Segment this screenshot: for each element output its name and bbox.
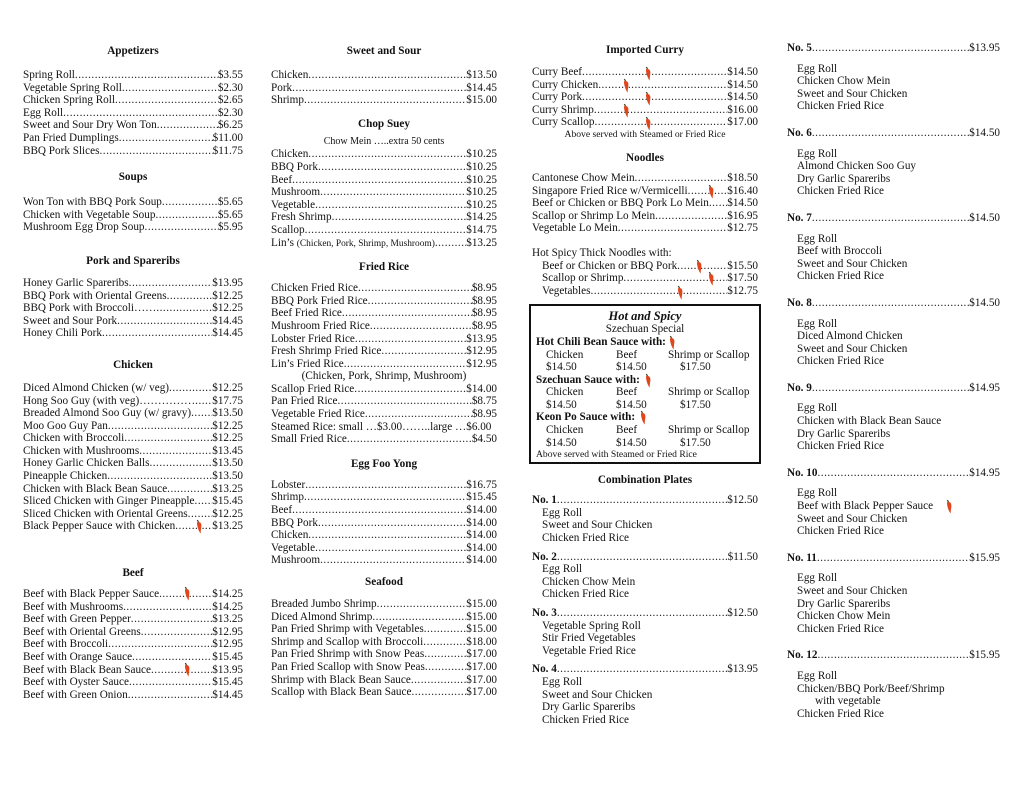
pork-list: [23, 277, 243, 340]
chili-pepper-icon: [644, 116, 652, 131]
menu-item: Lin’s (Chicken, Pork, Shrimp, Mushroom) ..... $13.25: [271, 237, 497, 250]
menu-item: Beef with Orange Sauce ..... $15.45: [23, 651, 243, 664]
chili-pepper-icon: [622, 78, 630, 93]
pork-heading: Pork and Spareribs: [86, 254, 180, 267]
menu-item: BBQ Pork Slices ..... $11.75: [23, 145, 243, 158]
appetizers-list: [23, 69, 243, 157]
menu-item: Beef with Oriental Greens ..... $12.95: [23, 626, 243, 639]
menu-item: Sliced Chicken with Ginger Pineapple ..... $15.45: [23, 495, 243, 508]
curry-list: [532, 66, 758, 129]
chop-suey-heading: Chop Suey: [358, 117, 410, 130]
steamed-rice: Steamed Rice: small …$3.00……..large …$6.00: [271, 420, 492, 433]
soups-list: [23, 196, 243, 234]
menu-item: Chicken with Black Bean Sauce ..... $13.25: [23, 483, 243, 496]
menu-item: Small Fried Rice ..... $4.50: [271, 433, 497, 446]
menu-item: Fresh Shrimp ..... $14.25: [271, 211, 497, 224]
fried-rice-list: [271, 282, 497, 446]
menu-item: Mushroom ..... $10.25: [271, 186, 497, 199]
menu-item: Pan Fried Dumplings ..... $11.00: [23, 132, 243, 145]
combo-plate-6: No. 6 ..... $14.50 Egg Roll Almond Chicken Soo Guy Dry Garlic Spareribs Chicken Fried Rice: [787, 127, 1000, 198]
menu-item: Pork ..... $14.45: [271, 82, 497, 95]
chicken-heading: Chicken: [113, 358, 153, 371]
menu-item: Vegetable Lo Mein ..... $12.75: [532, 222, 758, 235]
menu-item: Curry Shrimp ..... $16.00: [532, 104, 758, 117]
soups-heading: Soups: [118, 171, 148, 184]
menu-item: Beef with Mushrooms ..... $14.25: [23, 601, 243, 614]
menu-item: Shrimp with Black Bean Sauce ..... $17.00: [271, 674, 497, 687]
fried-rice-heading: Fried Rice: [358, 261, 409, 274]
menu-item: Sliced Chicken with Oriental Greens ..... $12.25: [23, 508, 243, 521]
hot-spicy-group: Szechuan Sauce with: Chicken Beef Shrimp or Scallop $14.50 $14.50 $17.50: [536, 374, 754, 412]
combo-plate-1: No. 1 ..... $12.50 Egg Roll Sweet and Sour Chicken Chicken Fried Rice: [532, 494, 758, 544]
combo-plate-12: No. 12 ..... $15.95 Egg Roll Chicken/BBQ Pork/Beef/Shrimp with vegetable Chicken Fried Rice: [787, 649, 1000, 720]
menu-item: Mushroom ..... $14.00: [271, 554, 497, 567]
menu-item: Beef or Chicken or BBQ Pork ..... $15.50: [532, 260, 758, 273]
appetizers-heading: Appetizers: [107, 45, 159, 57]
menu-item: Vegetables ..... $12.75: [532, 285, 758, 298]
menu-item: BBQ Pork Fried Rice ..... $8.95: [271, 295, 497, 308]
seafood-list: [271, 598, 497, 699]
menu-item: Beef with Black Pepper Sauce ..... $14.25: [23, 588, 243, 601]
chop-suey-list: [271, 148, 497, 249]
menu-item: Chicken ..... $13.50: [271, 69, 497, 82]
menu-item: Lin’s Fried Rice ..... $12.95: [271, 358, 497, 371]
chili-pepper-icon: [644, 66, 652, 81]
hot-spicy-group-name: Szechuan Sauce with:: [536, 373, 640, 386]
combo-plate-4: No. 4 ..... $13.95 Egg Roll Sweet and Sour Chicken Dry Garlic Spareribs Chicken Fried Rice: [532, 663, 758, 726]
menu-item: Curry Pork ..... $14.50: [532, 91, 758, 104]
chili-pepper-icon: [622, 103, 630, 118]
menu-item: Hong Soo Guy (with veg)…………… ..... $17.75: [23, 395, 243, 408]
menu-item: Pan Fried Rice ..... $8.75: [271, 395, 497, 408]
menu-item: Scallop or Shrimp Lo Mein ..... $16.95: [532, 210, 758, 223]
hot-spicy-group-name: Hot Chili Bean Sauce with:: [536, 335, 666, 348]
menu-item: Scallop with Black Bean Sauce ..... $17.00: [271, 686, 497, 699]
chicken-list: [23, 382, 243, 533]
menu-item: Diced Almond Shrimp ..... $15.00: [271, 611, 497, 624]
menu-column-4: [787, 42, 1000, 720]
menu-item: Fresh Shrimp Fried Rice ..... $12.95: [271, 345, 497, 358]
hot-and-spicy-box: [529, 304, 761, 464]
menu-item: Shrimp and Scallop with Broccoli ..... $18.00: [271, 636, 497, 649]
menu-item: Vegetable ..... $14.00: [271, 542, 497, 555]
menu-column-2: [271, 42, 497, 699]
egg-foo-yong-heading: Egg Foo Yong: [350, 457, 418, 470]
menu-item: Shrimp ..... $15.45: [271, 491, 497, 504]
menu-item: Mushroom Fried Rice ..... $8.95: [271, 320, 497, 333]
menu-item: Breaded Jumbo Shrimp ..... $15.00: [271, 598, 497, 611]
chili-pepper-icon: [639, 410, 647, 425]
menu-item: Beef or Chicken or BBQ Pork Lo Mein ..... $14.50: [532, 197, 758, 210]
menu-item: Beef with Oyster Sauce ..... $15.45: [23, 676, 243, 689]
chili-pepper-icon: [183, 586, 191, 601]
combo-plate-10: No. 10 ..... $14.95 Egg Roll Beef with Black Pepper Sauce Sweet and Sour Chicken Chicken Fried Rice: [787, 467, 1000, 538]
menu-item: Black Pepper Sauce with Chicken ..... $13.25: [23, 520, 243, 533]
menu-item: Spring Roll ..... $3.55: [23, 69, 243, 82]
menu-item: Moo Goo Guy Pan ..... $12.25: [23, 420, 243, 433]
menu-item: Mushroom Egg Drop Soup ..... $5.95: [23, 221, 243, 234]
menu-item: Beef with Green Onion ..... $14.45: [23, 689, 243, 702]
egg-foo-yong-list: [271, 479, 497, 567]
menu-item: Won Ton with BBQ Pork Soup ..... $5.65: [23, 196, 243, 209]
menu-item: BBQ Pork with Broccoli…… ..... $12.25: [23, 302, 243, 315]
menu-item: Chicken with Broccoli ..... $12.25: [23, 432, 243, 445]
noodles-list: [532, 172, 758, 297]
menu-item: Scallop Fried Rice ..... $14.00: [271, 383, 497, 396]
menu-item: Beef with Broccoli ..... $12.95: [23, 638, 243, 651]
combo-plate-3: No. 3 ..... $12.50 Vegetable Spring Roll Stir Fried Vegetables Vegetable Fried Rice: [532, 607, 758, 657]
menu-column-1: [23, 42, 243, 701]
menu-item: Egg Roll ..... $2.30: [23, 107, 243, 120]
menu-item: Beef ..... $14.00: [271, 504, 497, 517]
menu-item: Cantonese Chow Mein ..... $18.50: [532, 172, 758, 185]
menu-item: Vegetable ..... $10.25: [271, 199, 497, 212]
combo-plate-5: No. 5 ..... $13.95 Egg Roll Chicken Chow Mein Sweet and Sour Chicken Chicken Fried Rice: [787, 42, 1000, 113]
menu-item: Curry Scallop ..... $17.00: [532, 116, 758, 129]
menu-item: Vegetable Fried Rice ..... $8.95: [271, 408, 497, 421]
seafood-heading: Seafood: [365, 576, 403, 588]
combo-plate-7: No. 7 ..... $14.50 Egg Roll Beef with Broccoli Sweet and Sour Chicken Chicken Fried Rice: [787, 212, 1000, 283]
chili-pepper-icon: [707, 184, 715, 199]
combo-plate-11: No. 11 ..... $15.95 Egg Roll Sweet and Sour Chicken Dry Garlic Spareribs Chicken Chow Mein Chicken Fried Rice: [787, 552, 1000, 636]
menu-item: Honey Garlic Chicken Balls ..... $13.50: [23, 457, 243, 470]
menu-item: Singapore Fried Rice w/Vermicelli ..... $16.40: [532, 185, 758, 198]
menu-item: Curry Chicken ..... $14.50: [532, 79, 758, 92]
menu-item: Vegetable Spring Roll ..... $2.30: [23, 82, 243, 95]
chili-pepper-icon: [644, 91, 652, 106]
chop-suey-note: Chow Mein …..extra 50 cents: [323, 135, 445, 147]
menu-item: Chicken ..... $10.25: [271, 148, 497, 161]
hot-spicy-title: Hot and Spicy: [608, 309, 682, 324]
menu-item: Lobster Fried Rice ..... $13.95: [271, 333, 497, 346]
sweet-sour-heading: Sweet and Sour: [346, 45, 422, 57]
thick-noodles-title: Hot Spicy Thick Noodles with:: [532, 246, 672, 259]
menu-item: Chicken Spring Roll ..... $2.65: [23, 94, 243, 107]
menu-item: Shrimp ..... $15.00: [271, 94, 497, 107]
menu-item: Beef ..... $10.25: [271, 174, 497, 187]
menu-item: Beef Fried Rice ..... $8.95: [271, 307, 497, 320]
beef-heading: Beef: [122, 567, 144, 580]
menu-item: Lobster ..... $16.75: [271, 479, 497, 492]
combo-plate-8: No. 8 ..... $14.50 Egg Roll Diced Almond Chicken Sweet and Sour Chicken Chicken Fried Rice: [787, 297, 1000, 368]
curry-note: Above served with Steamed or Fried Rice: [564, 128, 726, 140]
menu-item: Chicken with Mushrooms ..... $13.45: [23, 445, 243, 458]
menu-item: Beef with Green Pepper ..... $13.25: [23, 613, 243, 626]
menu-item: Chicken Fried Rice ..... $8.95: [271, 282, 497, 295]
menu-item: Sweet and Sour Pork ..... $14.45: [23, 315, 243, 328]
menu-column-3: [532, 42, 758, 726]
chili-pepper-icon: [676, 285, 684, 300]
menu-item: Chicken with Vegetable Soup ..... $5.65: [23, 209, 243, 222]
menu-item: Pineapple Chicken ..... $13.50: [23, 470, 243, 483]
menu-item: BBQ Pork ..... $10.25: [271, 161, 497, 174]
chili-pepper-icon: [945, 499, 953, 514]
menu-item: Diced Almond Chicken (w/ veg) ..... $12.25: [23, 382, 243, 395]
menu-item: Scallop ..... $14.75: [271, 224, 497, 237]
combo-plate-2: No. 2 ..... $11.50 Egg Roll Chicken Chow Mein Chicken Fried Rice: [532, 551, 758, 601]
sweet-sour-list: [271, 69, 497, 107]
menu-item: BBQ Pork with Oriental Greens ..... $12.25: [23, 290, 243, 303]
beef-list: [23, 588, 243, 701]
hot-spicy-group-name: Keon Po Sauce with:: [536, 411, 636, 424]
chili-pepper-icon: [644, 373, 652, 388]
menu-item: Pan Fried Shrimp with Snow Peas ..... $17.00: [271, 648, 497, 661]
menu-item: Sweet and Sour Dry Won Ton ..... $6.25: [23, 119, 243, 132]
menu-item: Honey Chili Pork ..... $14.45: [23, 327, 243, 340]
menu-item: Pan Fried Scallop with Snow Peas ..... $17.00: [271, 661, 497, 674]
curry-heading: Imported Curry: [606, 44, 684, 56]
fried-rice-lins-note: (Chicken, Pork, Shrimp, Mushroom): [301, 370, 467, 383]
chili-pepper-icon: [668, 335, 676, 350]
chili-pepper-icon: [183, 662, 191, 677]
menu-item: BBQ Pork ..... $14.00: [271, 517, 497, 530]
hot-spicy-group: Keon Po Sauce with: Chicken Beef Shrimp or Scallop $14.50 $14.50 $17.50: [536, 411, 754, 449]
menu-item: Pan Fried Shrimp with Vegetables ..... $15.00: [271, 623, 497, 636]
combination-plates-heading: Combination Plates: [597, 474, 693, 487]
menu-item: Honey Garlic Spareribs ..... $13.95: [23, 277, 243, 290]
menu-item: Breaded Almond Soo Guy (w/ gravy) ..... $13.50: [23, 407, 243, 420]
menu-item: Curry Beef ..... $14.50: [532, 66, 758, 79]
hot-spicy-note: Above served with Steamed or Fried Rice: [536, 449, 697, 461]
menu-item: Beef with Black Bean Sauce ..... $13.95: [23, 664, 243, 677]
noodles-heading: Noodles: [626, 151, 664, 164]
hot-spicy-subtitle: Szechuan Special: [605, 323, 685, 336]
menu-item: Chicken ..... $14.00: [271, 529, 497, 542]
chili-pepper-icon: [195, 519, 203, 534]
combo-plate-9: No. 9 ..... $14.95 Egg Roll Chicken with Black Bean Sauce Dry Garlic Spareribs Chicken Fried Rice: [787, 382, 1000, 453]
menu-item: Scallop or Shrimp ..... $17.50: [532, 272, 758, 285]
hot-spicy-group: Hot Chili Bean Sauce with: Chicken Beef Shrimp or Scallop $14.50 $14.50 $17.50: [536, 336, 754, 374]
